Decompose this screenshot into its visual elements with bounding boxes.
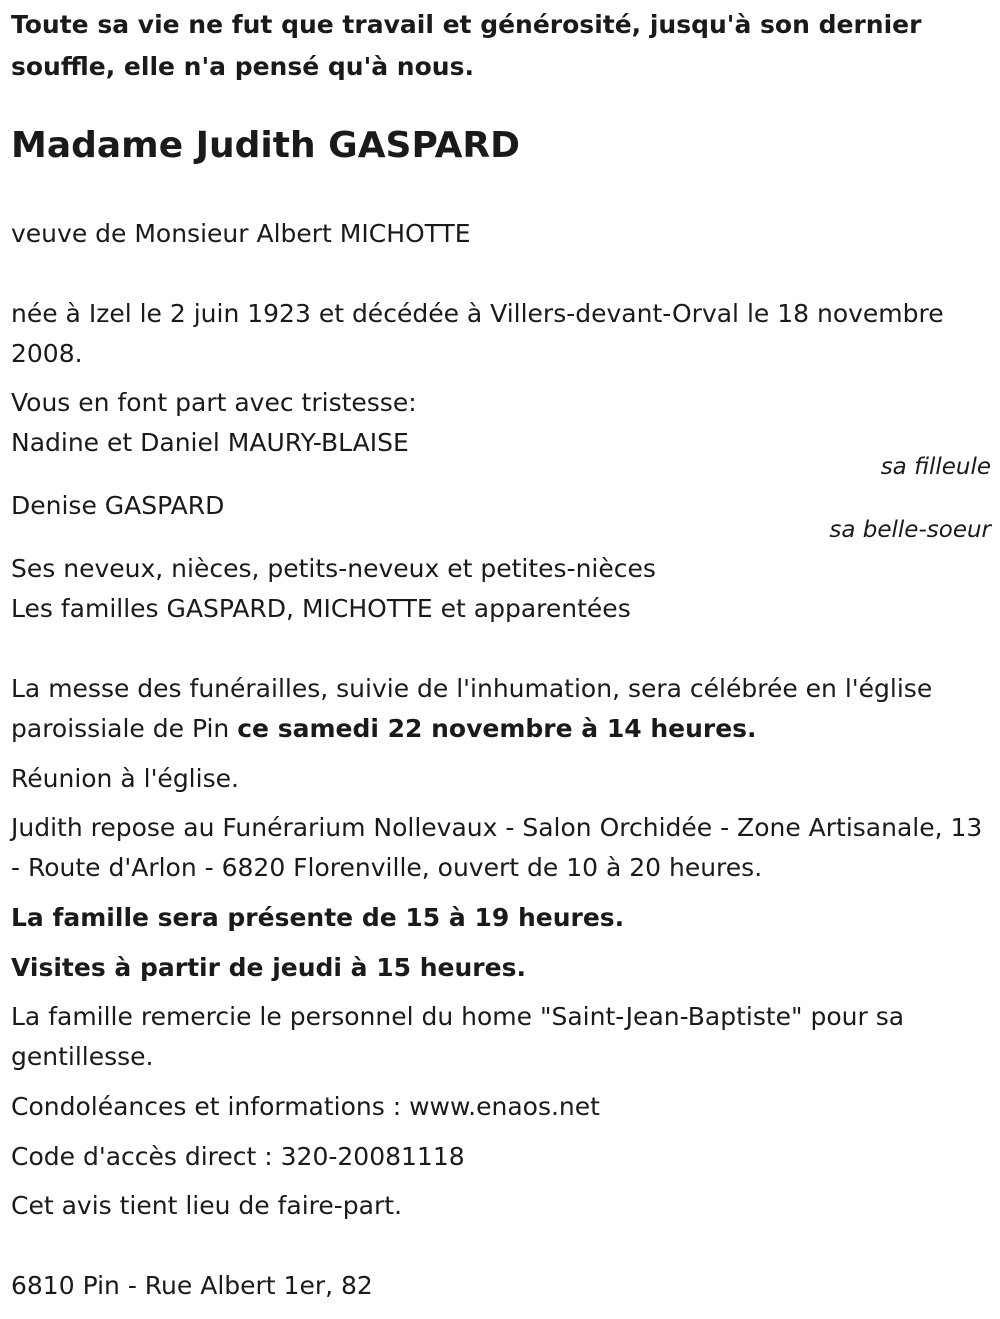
thanks-info: La famille remercie le personnel du home "Saint-Jean-Baptiste" pour sa gentillesse. xyxy=(11,1002,905,1071)
birth-death: née à Izel le 2 juin 1923 et décédée à Villers-devant-Orval le 18 novembre 2008. xyxy=(11,299,944,368)
mourner-relation: sa belle-soeur xyxy=(829,517,991,543)
notice-text: Cet avis tient lieu de faire-part. xyxy=(11,1191,403,1220)
mourner-name: Nadine et Daniel MAURY-BLAISE xyxy=(11,428,409,457)
funeral-info xyxy=(11,669,986,749)
deceased-name: Madame Judith GASPARD xyxy=(11,125,521,166)
mourner-relation: sa filleule xyxy=(880,454,991,480)
funeral-text: La messe des funérailles, suivie de l'inhumation, sera célébrée en l'église paroissiale de Pin xyxy=(11,674,933,743)
meeting-info: Réunion à l'église. xyxy=(11,764,239,793)
visits-info: Visites à partir de jeudi à 15 heures. xyxy=(11,953,526,982)
epigraph: Toute sa vie ne fut que travail et générosité, jusqu'à son dernier souffle, elle n'a pensé qu'à nous. xyxy=(11,10,922,81)
announcement-intro: Vous en font part avec tristesse: xyxy=(11,388,417,417)
mourner-name: Denise GASPARD xyxy=(11,491,225,520)
family-presence: La famille sera présente de 15 à 19 heures. xyxy=(11,903,625,932)
family-line: Ses neveux, nièces, petits-neveux et petites-nièces xyxy=(11,554,656,583)
access-code: Code d'accès direct : 320-20081118 xyxy=(11,1142,465,1171)
condolences-info: Condoléances et informations : www.enaos.net xyxy=(11,1092,600,1121)
repose-info: Judith repose au Funérarium Nollevaux - Salon Orchidée - Zone Artisanale, 13 - Route d'Arlon - 6820 Florenville, ouvert de 10 à 20 heures. xyxy=(11,813,983,882)
address: 6810 Pin - Rue Albert 1er, 82 xyxy=(11,1271,373,1300)
funeral-date-time: ce samedi 22 novembre à 14 heures. xyxy=(237,714,757,743)
widow-of: veuve de Monsieur Albert MICHOTTE xyxy=(11,219,471,248)
family-line: Les familles GASPARD, MICHOTTE et apparentées xyxy=(11,594,631,623)
